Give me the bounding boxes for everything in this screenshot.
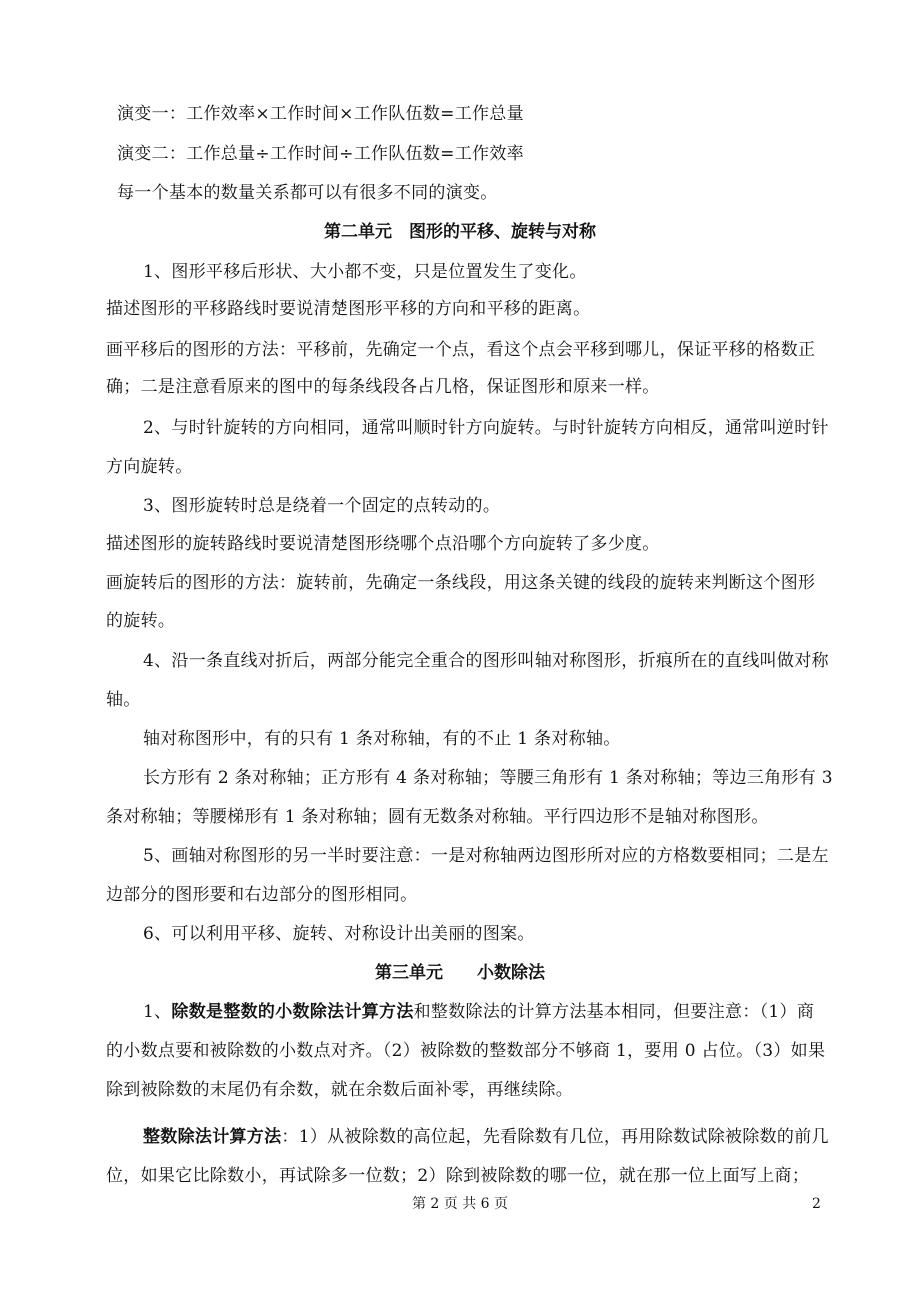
paragraph bbox=[143, 1001, 863, 1023]
paragraph: 2、与时针旋转的方向相同，通常叫顺时针方向旋转。与时针旋转方向相反，通常叫逆时针 bbox=[143, 418, 829, 438]
paragraph: 3、图形旋转时总是绕着一个固定的点转动的。 bbox=[143, 496, 501, 516]
paragraph: 轴对称图形中，有的只有 1 条对称轴，有的不止 1 条对称轴。 bbox=[143, 729, 621, 749]
page-number: 2 bbox=[812, 1196, 821, 1212]
paragraph: 轴。 bbox=[106, 690, 141, 710]
paragraph: 条对称轴；等腰梯形有 1 条对称轴；圆有无数条对称轴。平行四边形不是轴对称图形。 bbox=[106, 807, 769, 827]
page-footer-label: 第 2 页 共 6 页 bbox=[411, 1196, 509, 1212]
paragraph-text: 和整数除法的计算方法基本相同，但要注意：（1）商 bbox=[413, 1002, 815, 1022]
paragraph: 边部分的图形要和右边部分的图形相同。 bbox=[106, 885, 418, 905]
paragraph-text: ：1）从被除数的高位起，先看除数有几位，再用除数试除被除数的前几 bbox=[281, 1127, 829, 1147]
paragraph: 方向旋转。 bbox=[106, 457, 193, 477]
paragraph bbox=[143, 1126, 863, 1148]
paragraph: 长方形有 2 条对称轴；正方形有 4 条对称轴；等腰三角形有 1 条对称轴；等边三角形有 3 bbox=[143, 768, 833, 788]
paragraph: 的旋转。 bbox=[106, 611, 176, 631]
paragraph: 1、图形平移后形状、大小都不变，只是位置发生了变化。 bbox=[143, 262, 587, 282]
list-number: 1、 bbox=[143, 1002, 172, 1022]
paragraph: 位，如果它比除数小，再试除多一位数；2）除到被除数的哪一位，就在那一位上面写上商； bbox=[106, 1166, 810, 1186]
paragraph: 描述图形的旋转路线时要说清楚图形绕哪个点沿哪个方向旋转了多少度。 bbox=[106, 534, 660, 554]
bold-term: 整数除法计算方法 bbox=[143, 1127, 282, 1147]
paragraph: 描述图形的平移路线时要说清楚图形平移的方向和平移的距离。 bbox=[106, 299, 591, 319]
paragraph: 确；二是注意看原来的图中的每条线段各占几格，保证图形和原来一样。 bbox=[106, 377, 660, 397]
paragraph: 画旋转后的图形的方法：旋转前，先确定一条线段，用这条关键的线段的旋转来判断这个图形 bbox=[106, 573, 816, 593]
paragraph: 的小数点要和被除数的小数点对齐。（2）被除数的整数部分不够商 1，要用 0 占位。（3）如果 bbox=[106, 1041, 826, 1061]
paragraph: 除到被除数的末尾仍有余数，就在余数后面补零，再继续除。 bbox=[106, 1080, 574, 1100]
formula-variant-1: 演变一：工作效率×工作时间×工作队伍数=工作总量 bbox=[117, 104, 524, 124]
section-heading-unit-2: 第二单元 图形的平移、旋转与对称 bbox=[324, 222, 596, 242]
paragraph: 6、可以利用平移、旋转、对称设计出美丽的图案。 bbox=[143, 924, 535, 944]
paragraph: 画平移后的图形的方法：平移前，先确定一个点，看这个点会平移到哪儿，保证平移的格数正 bbox=[106, 340, 816, 360]
bold-term: 除数是整数的小数除法计算方法 bbox=[171, 1002, 414, 1022]
paragraph: 每一个基本的数量关系都可以有很多不同的演变。 bbox=[117, 183, 498, 203]
paragraph: 4、沿一条直线对折后，两部分能完全重合的图形叫轴对称图形，折痕所在的直线叫做对称 bbox=[143, 651, 829, 671]
paragraph: 5、画轴对称图形的另一半时要注意：一是对称轴两边图形所对应的方格数要相同；二是左 bbox=[143, 846, 829, 866]
section-heading-unit-3: 第三单元 小数除法 bbox=[375, 963, 545, 983]
formula-variant-2: 演变二：工作总量÷工作时间÷工作队伍数=工作效率 bbox=[117, 144, 524, 164]
